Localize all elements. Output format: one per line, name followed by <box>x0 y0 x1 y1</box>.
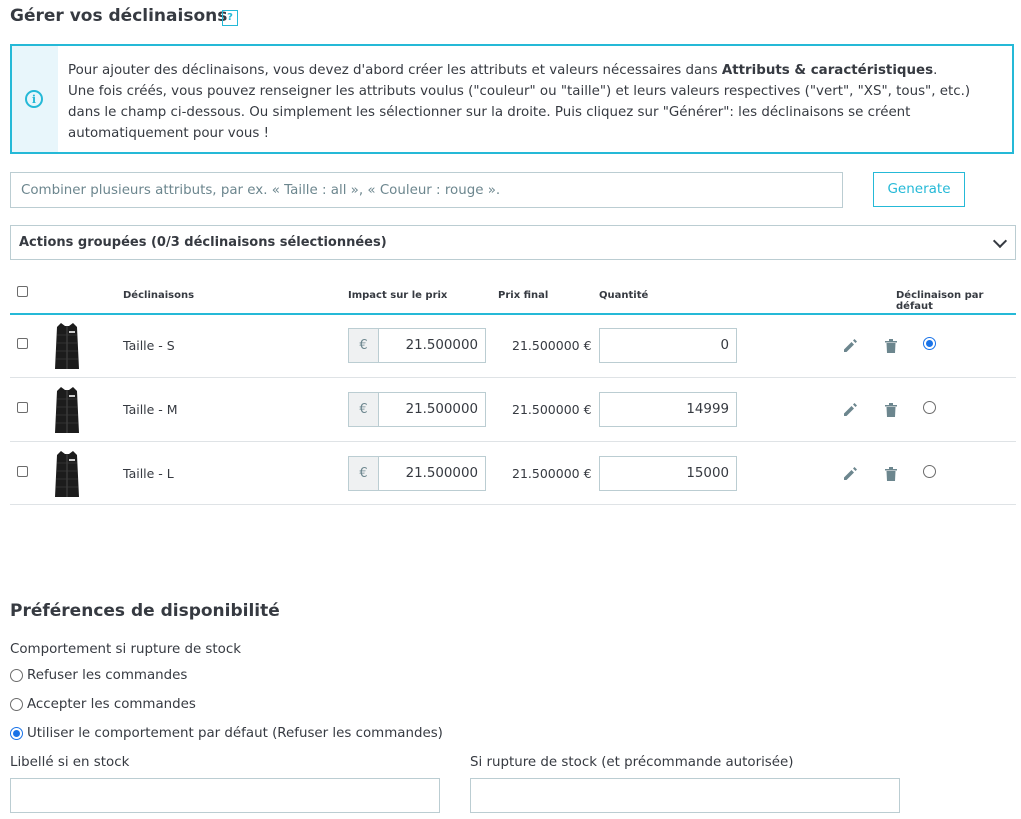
price-impact-value[interactable]: 21.500000 <box>405 338 478 353</box>
price-impact-input[interactable] <box>348 456 486 491</box>
oos-behavior-label: Comportement si rupture de stock <box>10 642 241 657</box>
row-divider <box>10 441 1016 442</box>
alert-line1-post: . <box>933 63 938 78</box>
in-stock-label: Libellé si en stock <box>10 755 130 770</box>
page-title: Gérer vos déclinaisons <box>10 6 228 26</box>
oos-option-label[interactable]: Accepter les commandes <box>27 697 196 712</box>
default-variant-radio[interactable] <box>923 401 936 414</box>
combine-attributes-input[interactable] <box>10 172 843 208</box>
quantity-value[interactable]: 15000 <box>686 466 729 481</box>
help-icon[interactable]: ? <box>222 10 238 26</box>
oos-allowed-field[interactable] <box>470 778 900 813</box>
info-alert <box>10 44 1014 154</box>
delete-icon[interactable] <box>884 338 898 354</box>
oos-allowed-label: Si rupture de stock (et précommande autorisée) <box>470 755 794 770</box>
table-header-underline <box>10 313 1016 315</box>
quantity-input[interactable] <box>599 328 737 363</box>
default-variant-radio[interactable] <box>923 465 936 478</box>
variant-name: Taille - L <box>123 466 174 481</box>
bulk-actions-toggle[interactable] <box>10 225 1016 260</box>
vest-thumbnail <box>53 321 81 371</box>
delete-icon[interactable] <box>884 402 898 418</box>
in-stock-field[interactable] <box>10 778 440 813</box>
row-checkbox[interactable] <box>17 402 28 413</box>
oos-option-label[interactable]: Utiliser le comportement par défaut (Refuser les commandes) <box>27 726 443 741</box>
vest-thumbnail <box>53 385 81 435</box>
quantity-input[interactable] <box>599 456 737 491</box>
alert-text <box>68 60 998 144</box>
final-price: 21.500000 € <box>512 402 592 417</box>
price-impact-input[interactable] <box>348 392 486 427</box>
oos-option-radio[interactable] <box>10 669 23 682</box>
row-checkbox[interactable] <box>17 338 28 349</box>
quantity-input[interactable] <box>599 392 737 427</box>
availability-title: Préférences de disponibilité <box>10 601 280 621</box>
row-divider <box>10 504 1016 505</box>
edit-icon[interactable] <box>842 338 858 354</box>
final-price: 21.500000 € <box>512 466 592 481</box>
row-checkbox[interactable] <box>17 466 28 477</box>
bulk-actions-label: Actions groupées (0/3 déclinaisons sélectionnées) <box>19 235 387 250</box>
currency-addon: € <box>349 457 379 490</box>
chevron-down-icon <box>993 234 1007 248</box>
alert-icon-area <box>12 46 58 152</box>
delete-icon[interactable] <box>884 466 898 482</box>
alert-line2: Une fois créés, vous pouvez renseigner les attributs voulus ("couleur" ou "taille") et leurs valeurs respectives ("vert", "XS", tous", etc.) dans le champ ci-dessous. Ou simplement les sélectionner sur la droite. Puis cliquez sur "Générer": les déclinaisons se créent automatiquement pour vous ! <box>68 84 971 141</box>
col-default: Déclinaison par défaut <box>896 290 984 312</box>
col-impact: Impact sur le prix <box>348 290 448 301</box>
currency-addon: € <box>349 329 379 362</box>
generate-button[interactable]: Generate <box>873 172 965 207</box>
col-final-price: Prix final <box>498 290 549 301</box>
final-price: 21.500000 € <box>512 338 592 353</box>
attributes-link[interactable]: Attributs & caractéristiques <box>721 63 934 78</box>
default-variant-radio[interactable] <box>923 337 936 350</box>
edit-icon[interactable] <box>842 402 858 418</box>
price-impact-value[interactable]: 21.500000 <box>405 402 478 417</box>
info-icon: i <box>25 90 43 108</box>
price-impact-input[interactable] <box>348 328 486 363</box>
oos-option-radio[interactable] <box>10 698 23 711</box>
edit-icon[interactable] <box>842 466 858 482</box>
vest-thumbnail <box>53 449 81 499</box>
price-impact-value[interactable]: 21.500000 <box>405 466 478 481</box>
row-divider <box>10 377 1016 378</box>
col-declinaisons: Déclinaisons <box>123 290 195 301</box>
oos-option-radio[interactable] <box>10 727 23 740</box>
col-quantity: Quantité <box>599 290 649 301</box>
alert-line1-pre: Pour ajouter des déclinaisons, vous devez d'abord créer les attributs et valeurs nécessaires dans <box>68 63 722 78</box>
currency-addon: € <box>349 393 379 426</box>
variant-name: Taille - M <box>123 402 178 417</box>
quantity-value[interactable]: 0 <box>720 338 729 353</box>
select-all-checkbox[interactable] <box>17 286 28 297</box>
quantity-value[interactable]: 14999 <box>686 402 729 417</box>
variant-name: Taille - S <box>123 338 175 353</box>
oos-option-label[interactable]: Refuser les commandes <box>27 668 188 683</box>
